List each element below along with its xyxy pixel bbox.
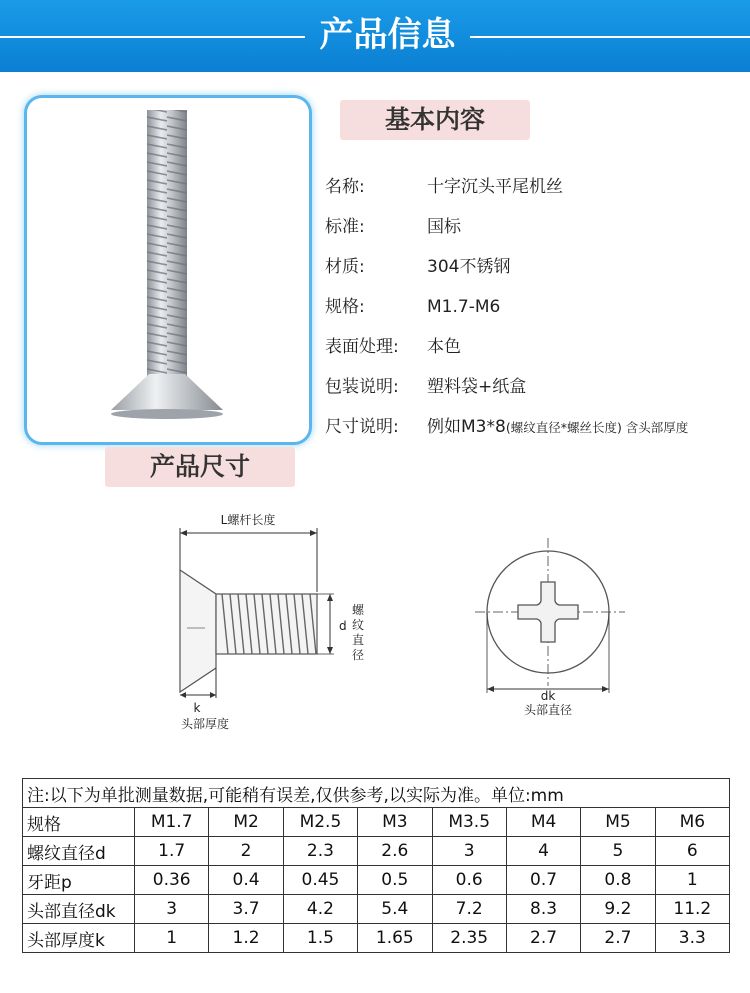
table-cell: 0.8	[581, 866, 655, 895]
table-cell: 2.3	[283, 837, 357, 866]
banner-divider-left	[0, 36, 305, 38]
table-header-row	[23, 808, 730, 837]
page-title: 产品信息	[319, 15, 456, 55]
dk-arrow-left	[487, 686, 494, 692]
product-photo-frame	[24, 95, 312, 445]
banner-divider-right	[470, 36, 750, 38]
d-label: d	[339, 619, 347, 633]
phillips-recess	[518, 582, 578, 642]
dk-label: dk	[540, 689, 556, 703]
table-cell: 3	[135, 895, 209, 924]
head-thickness-label: 头部厚度	[180, 717, 230, 731]
table-row	[23, 924, 730, 953]
info-label: 规格:	[325, 297, 365, 317]
table-cell: 3	[432, 837, 506, 866]
info-row-size-note	[325, 412, 688, 437]
table-cell: 2.35	[432, 924, 506, 953]
table-cell: 1.65	[358, 924, 432, 953]
info-value: 例如M3*8	[427, 417, 506, 437]
table-header-cell: M5	[581, 808, 655, 837]
table-header-cell: M4	[506, 808, 580, 837]
table-cell: 头部厚度k	[23, 924, 135, 953]
table-row	[23, 866, 730, 895]
thread-label-char: 径	[352, 648, 365, 662]
info-value: 304不锈钢	[427, 257, 511, 277]
info-value: 本色	[427, 337, 461, 357]
table-cell: 0.7	[506, 866, 580, 895]
thread-label-char: 螺	[352, 603, 365, 617]
info-label: 标准:	[325, 217, 365, 237]
table-note: 注:以下为单批测量数据,可能稍有误差,仅供参考,以实际为准。单位:mm	[23, 779, 730, 808]
header-banner	[0, 0, 750, 72]
table-cell: 7.2	[432, 895, 506, 924]
table-cell: 螺纹直径d	[23, 837, 135, 866]
table-note-row	[23, 779, 730, 808]
info-value-small: (螺纹直径*螺丝长度) 含头部厚度	[505, 420, 689, 435]
thread-label-char: 纹	[352, 618, 365, 632]
head-diameter-label: 头部直径	[523, 703, 573, 717]
screw-head	[111, 374, 223, 410]
table-row	[23, 837, 730, 866]
table-cell: 2.7	[581, 924, 655, 953]
info-row-spec	[325, 292, 500, 317]
table-header-cell: M6	[655, 808, 729, 837]
table-cell: 9.2	[581, 895, 655, 924]
info-label: 材质:	[325, 257, 365, 277]
table-header-cell: M3	[358, 808, 432, 837]
table-cell: 6	[655, 837, 729, 866]
d-arrow-bottom	[327, 647, 333, 654]
table-cell: 头部直径dk	[23, 895, 135, 924]
table-cell: 4.2	[283, 895, 357, 924]
length-arrow-left	[180, 530, 187, 536]
info-label: 包装说明:	[325, 377, 399, 397]
section-title-size: 产品尺寸	[105, 447, 295, 487]
info-row-standard	[325, 212, 461, 237]
table-header-cell: M1.7	[135, 808, 209, 837]
table-header-cell: 规格	[23, 808, 135, 837]
screw-side-head	[180, 570, 216, 692]
table-cell: 0.45	[283, 866, 357, 895]
info-value: 国标	[427, 217, 461, 237]
d-arrow-top	[327, 594, 333, 601]
spec-table	[22, 778, 730, 953]
length-arrow-right	[310, 530, 317, 536]
table-cell: 1.7	[135, 837, 209, 866]
table-cell: 1.5	[283, 924, 357, 953]
k-arrow-right	[210, 692, 216, 698]
table-cell: 1	[655, 866, 729, 895]
info-row-name	[325, 172, 563, 197]
table-cell: 5	[581, 837, 655, 866]
dimension-diagram	[0, 500, 750, 750]
table-cell: 5.4	[358, 895, 432, 924]
info-label: 表面处理:	[325, 337, 399, 357]
info-row-surface	[325, 332, 461, 357]
table-cell: 0.4	[209, 866, 283, 895]
table-cell: 11.2	[655, 895, 729, 924]
table-cell: 1	[135, 924, 209, 953]
table-cell: 2.7	[506, 924, 580, 953]
info-value: 十字沉头平尾机丝	[427, 177, 563, 197]
length-label: L螺杆长度	[220, 513, 276, 527]
table-cell: 0.5	[358, 866, 432, 895]
screw-head-top	[111, 409, 223, 419]
info-row-packaging	[325, 372, 526, 397]
info-row-material	[325, 252, 510, 277]
info-value: 塑料袋+纸盒	[427, 377, 527, 397]
table-cell: 2	[209, 837, 283, 866]
screw-thread	[147, 110, 187, 376]
table-row	[23, 895, 730, 924]
info-label: 名称:	[325, 177, 365, 197]
table-header-cell: M2	[209, 808, 283, 837]
screw-photo	[27, 98, 309, 442]
info-label: 尺寸说明:	[325, 417, 399, 437]
table-cell: 0.36	[135, 866, 209, 895]
thread-label-char: 直	[352, 633, 365, 647]
info-value: M1.7-M6	[427, 297, 501, 317]
table-cell: 3.7	[209, 895, 283, 924]
k-arrow-left	[180, 692, 186, 698]
table-cell: 8.3	[506, 895, 580, 924]
section-title-basic: 基本内容	[340, 100, 530, 140]
table-cell: 牙距p	[23, 866, 135, 895]
dk-arrow-right	[602, 686, 609, 692]
table-cell: 0.6	[432, 866, 506, 895]
table-header-cell: M3.5	[432, 808, 506, 837]
table-header-cell: M2.5	[283, 808, 357, 837]
k-label: k	[193, 701, 201, 715]
table-cell: 2.6	[358, 837, 432, 866]
table-cell: 1.2	[209, 924, 283, 953]
table-cell: 3.3	[655, 924, 729, 953]
table-cell: 4	[506, 837, 580, 866]
